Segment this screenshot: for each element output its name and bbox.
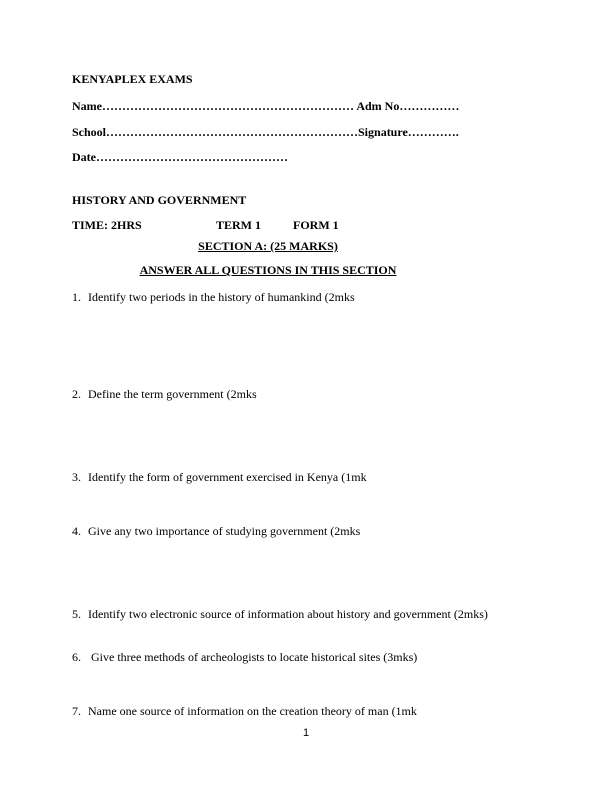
exam-title: KENYAPLEX EXAMS xyxy=(72,72,193,86)
school-signature-line: School………………………………………………………Signature…………. xyxy=(72,125,459,139)
question-7 xyxy=(72,705,417,719)
time-allocation: TIME: 2HRS xyxy=(72,218,142,232)
section-instruction-heading: ANSWER ALL QUESTIONS IN THIS SECTION xyxy=(139,263,397,277)
question-5 xyxy=(72,608,488,622)
question-number: 4. xyxy=(72,524,81,538)
question-6 xyxy=(72,651,417,665)
question-text: Give any two importance of studying government (2mks xyxy=(88,524,361,538)
question-number: 6. xyxy=(72,650,81,664)
question-text: Identify two periods in the history of humankind (2mks xyxy=(88,290,355,304)
question-3 xyxy=(72,471,367,485)
question-number: 2. xyxy=(72,387,81,401)
time-term-form-row xyxy=(72,218,532,233)
question-text: Give three methods of archeologists to locate historical sites (3mks) xyxy=(88,650,418,664)
name-admno-line: Name……………………………………………………… Adm No…………… xyxy=(72,99,460,113)
subject-title: HISTORY AND GOVERNMENT xyxy=(72,193,247,207)
question-text: Identify the form of government exercised in Kenya (1mk xyxy=(88,470,367,484)
question-number: 1. xyxy=(72,290,81,304)
page-number: 1 xyxy=(302,727,310,739)
question-text: Define the term government (2mks xyxy=(88,387,257,401)
question-1 xyxy=(72,291,355,305)
question-text: Name one source of information on the creation theory of man (1mk xyxy=(88,704,417,718)
question-number: 5. xyxy=(72,607,81,621)
form-label: FORM 1 xyxy=(293,218,339,232)
term-label: TERM 1 xyxy=(216,218,261,232)
question-text: Identify two electronic source of information about history and government (2mks) xyxy=(88,607,488,621)
section-a-heading: SECTION A: (25 MARKS) xyxy=(198,239,338,253)
question-number: 3. xyxy=(72,470,81,484)
question-2 xyxy=(72,388,257,402)
date-line: Date………………………………………… xyxy=(72,150,288,164)
question-4 xyxy=(72,525,360,539)
question-number: 7. xyxy=(72,704,81,718)
